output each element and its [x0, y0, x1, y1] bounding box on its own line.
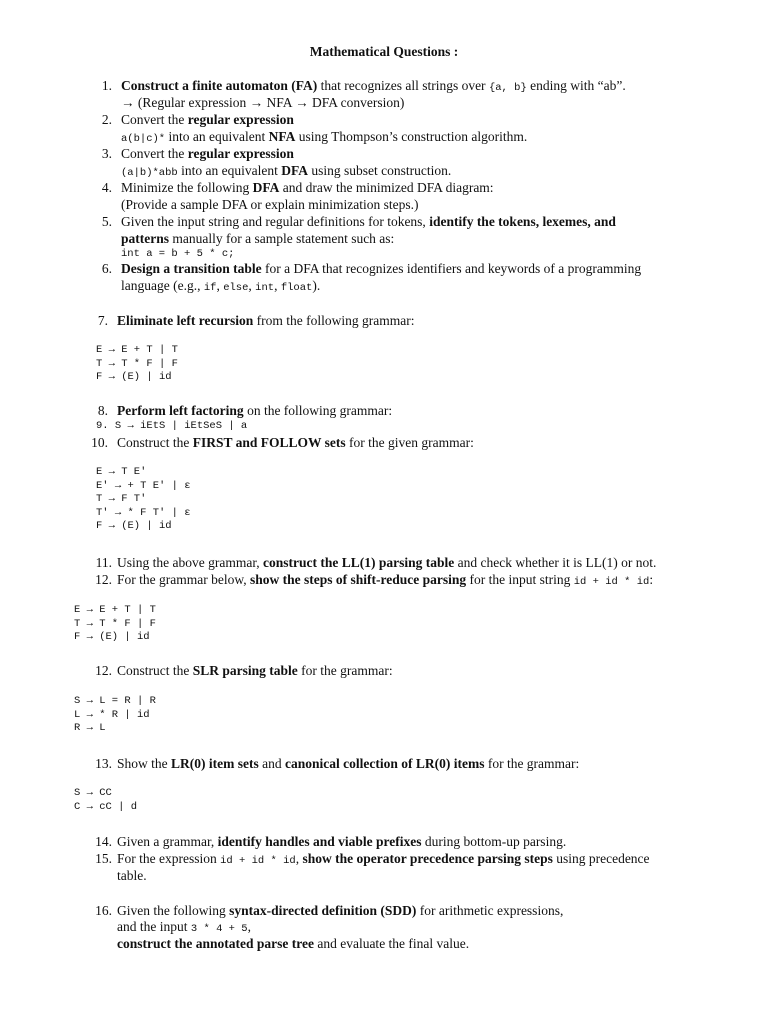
question-12b-bold: SLR parsing table [192, 663, 298, 678]
question-11-text-2: and check whether it is LL(1) or not. [454, 555, 657, 570]
question-15-code: id + id * id [220, 855, 296, 867]
question-3-code: (a|b)*abb [121, 167, 178, 179]
question-15-bold: show the operator precedence parsing steps [302, 851, 553, 866]
grammar-rule: S → CC [74, 787, 112, 799]
question-12a-grammar [74, 604, 156, 645]
question-14-bold: identify handles and viable prefixes [217, 834, 422, 849]
question-5-code: int a = b + 5 * c; [121, 248, 235, 260]
question-16-bold: syntax-directed definition (SDD) [229, 903, 417, 918]
page-title: Mathematical Questions : [309, 44, 459, 59]
question-13-text: Show the [117, 756, 171, 771]
question-7-line-1 [117, 312, 414, 329]
question-12b-grammar [74, 695, 156, 736]
question-13-text-3: for the grammar: [484, 756, 580, 771]
grammar-rule: T → F T' [96, 493, 147, 505]
grammar-rule: S → L = R | R [74, 695, 156, 707]
question-16-code: 3 * 4 + 5 [190, 923, 248, 935]
question-number: 16. [95, 903, 112, 918]
question-12b-text: Construct the [117, 663, 193, 678]
question-4-bold: DFA [252, 180, 280, 195]
separator: , [216, 278, 224, 293]
keyword-if: if [203, 282, 217, 294]
question-10-text: Construct the [117, 435, 193, 450]
question-3-text: Convert the [121, 146, 188, 161]
question-16-text-5: and evaluate the final value. [313, 936, 470, 951]
question-14-text-2: during bottom-up parsing. [421, 834, 567, 849]
grammar-rule: E → E + T | T [96, 344, 178, 356]
question-16-line-3 [117, 935, 469, 952]
question-10-text-2: for the given grammar: [345, 435, 474, 450]
question-12b-text-2: for the grammar: [297, 663, 393, 678]
keyword-float: float [280, 282, 313, 294]
question-16-text-2: for arithmetic expressions, [416, 903, 564, 918]
question-7-text: from the following grammar: [253, 313, 415, 328]
grammar-rule: R → L [74, 722, 106, 734]
grammar-rule: F → (E) | id [74, 631, 150, 643]
keyword-else: else [223, 282, 249, 294]
grammar-rule: T' → * F T' | ε [96, 506, 191, 519]
question-16-line-1 [117, 902, 563, 919]
question-5-text: Given the input string and regular definitions for tokens, [121, 214, 430, 229]
grammar-rule: T → T * F | F [96, 357, 178, 370]
separator: , [248, 278, 256, 293]
question-number: 8. [97, 403, 108, 418]
grammar-rule: T → T * F | F [74, 617, 156, 630]
question-16-text: Given the following [117, 903, 230, 918]
question-10-line-1 [117, 434, 474, 451]
question-4-line-1 [121, 179, 494, 196]
question-4-line-2: (Provide a sample DFA or explain minimization steps.) [121, 197, 419, 212]
question-4-text-2: and draw the minimized DFA diagram: [279, 180, 494, 195]
question-8-bold: Perform left factoring [117, 403, 244, 418]
question-16-text-4: , [247, 919, 251, 934]
question-number: 2. [101, 112, 112, 127]
question-1-line-2: → (Regular expression → NFA → DFA conversion) [121, 95, 405, 110]
question-10-grammar [96, 466, 191, 534]
question-2-line-1 [121, 111, 294, 128]
question-number: 12. [95, 663, 112, 678]
question-8-code: 9. S → iEtS | iEtSeS | a [96, 420, 248, 432]
question-2-bold: regular expression [187, 112, 294, 127]
question-15-line-2: table. [117, 868, 147, 883]
question-2-text: Convert the [121, 112, 188, 127]
question-5-bold-2: patterns [121, 231, 169, 246]
question-3-bold: regular expression [187, 146, 294, 161]
question-2-text-3: using Thompson’s construction algorithm. [295, 129, 528, 144]
question-number: 10. [91, 435, 108, 450]
grammar-rule: C → cC | d [74, 800, 138, 813]
question-16-text-3: and the input [117, 919, 191, 934]
question-12a-text-2: for the input string [466, 572, 574, 587]
question-12a-text-3: : [649, 572, 654, 587]
question-number: 3. [101, 146, 112, 161]
question-1-bold: Construct a finite automaton (FA) [121, 78, 318, 93]
question-6-text-3: ). [312, 278, 321, 293]
question-number: 11. [95, 555, 112, 570]
question-13-text-2: and [258, 756, 285, 771]
question-6-line-1 [121, 260, 641, 277]
question-12a-text: For the grammar below, [117, 572, 250, 587]
question-12a-line-1 [117, 571, 653, 591]
question-number: 4. [101, 180, 112, 195]
question-1-text: that recognizes all strings over [317, 78, 489, 93]
question-12a-bold: show the steps of shift-reduce parsing [249, 572, 467, 587]
question-7-grammar [96, 344, 178, 385]
question-8-text: on the following grammar: [243, 403, 393, 418]
question-13-bold: LR(0) item sets [171, 756, 259, 771]
question-12a-code: id + id * id [573, 576, 650, 588]
question-12b-line-1 [117, 662, 393, 679]
question-5-line-1 [121, 213, 616, 230]
question-15-text-3: using precedence [552, 851, 650, 866]
question-14-line-1 [117, 833, 566, 850]
question-15-text: For the expression [117, 851, 221, 866]
question-2-code: a(b|c)* [121, 133, 166, 145]
separator: , [274, 278, 281, 293]
question-11-bold: construct the LL(1) parsing table [263, 555, 455, 570]
question-8-line-1 [117, 402, 392, 419]
question-2-text-2: into an equivalent [165, 129, 269, 144]
question-6-text-2: language (e.g., [121, 278, 204, 293]
grammar-rule: E → T E' [96, 466, 147, 478]
question-1-code: {a, b} [488, 82, 527, 94]
question-15-line-1 [117, 850, 650, 870]
question-5-text-2: manually for a sample statement such as: [169, 231, 395, 246]
question-13-line-1 [117, 755, 579, 772]
question-5-bold: identify the tokens, lexemes, and [429, 214, 616, 229]
grammar-rule: F → (E) | id [96, 520, 172, 532]
question-7-bold: Eliminate left recursion [117, 313, 254, 328]
question-11-text: Using the above grammar, [117, 555, 264, 570]
question-number: 5. [101, 214, 112, 229]
question-number: 15. [95, 851, 112, 866]
question-number: 14. [95, 834, 112, 849]
question-16-bold-2: construct the annotated parse tree [117, 936, 314, 951]
question-6-bold: Design a transition table [121, 261, 262, 276]
question-6-line-2 [121, 277, 320, 297]
question-13-bold-2: canonical collection of LR(0) items [284, 756, 485, 771]
question-15-text-2: , [295, 851, 303, 866]
question-3-text-2: into an equivalent [177, 163, 282, 178]
question-3-text-3: using subset construction. [307, 163, 452, 178]
question-number: 6. [101, 261, 112, 276]
question-number: 7. [97, 313, 108, 328]
question-number: 12. [95, 572, 112, 587]
question-13-grammar [74, 787, 137, 814]
grammar-rule: E → E + T | T [74, 604, 156, 616]
question-6-text: for a DFA that recognizes identifiers and keywords of a programming [261, 261, 642, 276]
question-11-line-1 [117, 554, 656, 571]
question-2-bold-2: NFA [268, 129, 296, 144]
question-5-line-2 [121, 230, 394, 247]
grammar-rule: E' → + T E' | ε [96, 479, 191, 492]
question-10-bold: FIRST and FOLLOW sets [192, 435, 346, 450]
question-14-text: Given a grammar, [117, 834, 218, 849]
question-3-bold-2: DFA [281, 163, 308, 178]
question-number: 13. [95, 756, 112, 771]
grammar-rule: L → * R | id [74, 708, 150, 721]
grammar-rule: F → (E) | id [96, 371, 172, 383]
question-number: 1. [101, 78, 112, 93]
question-1-text-end: ending with “ab”. [526, 78, 626, 93]
keyword-int: int [255, 282, 275, 294]
question-3-line-1 [121, 145, 294, 162]
question-4-text: Minimize the following [121, 180, 253, 195]
